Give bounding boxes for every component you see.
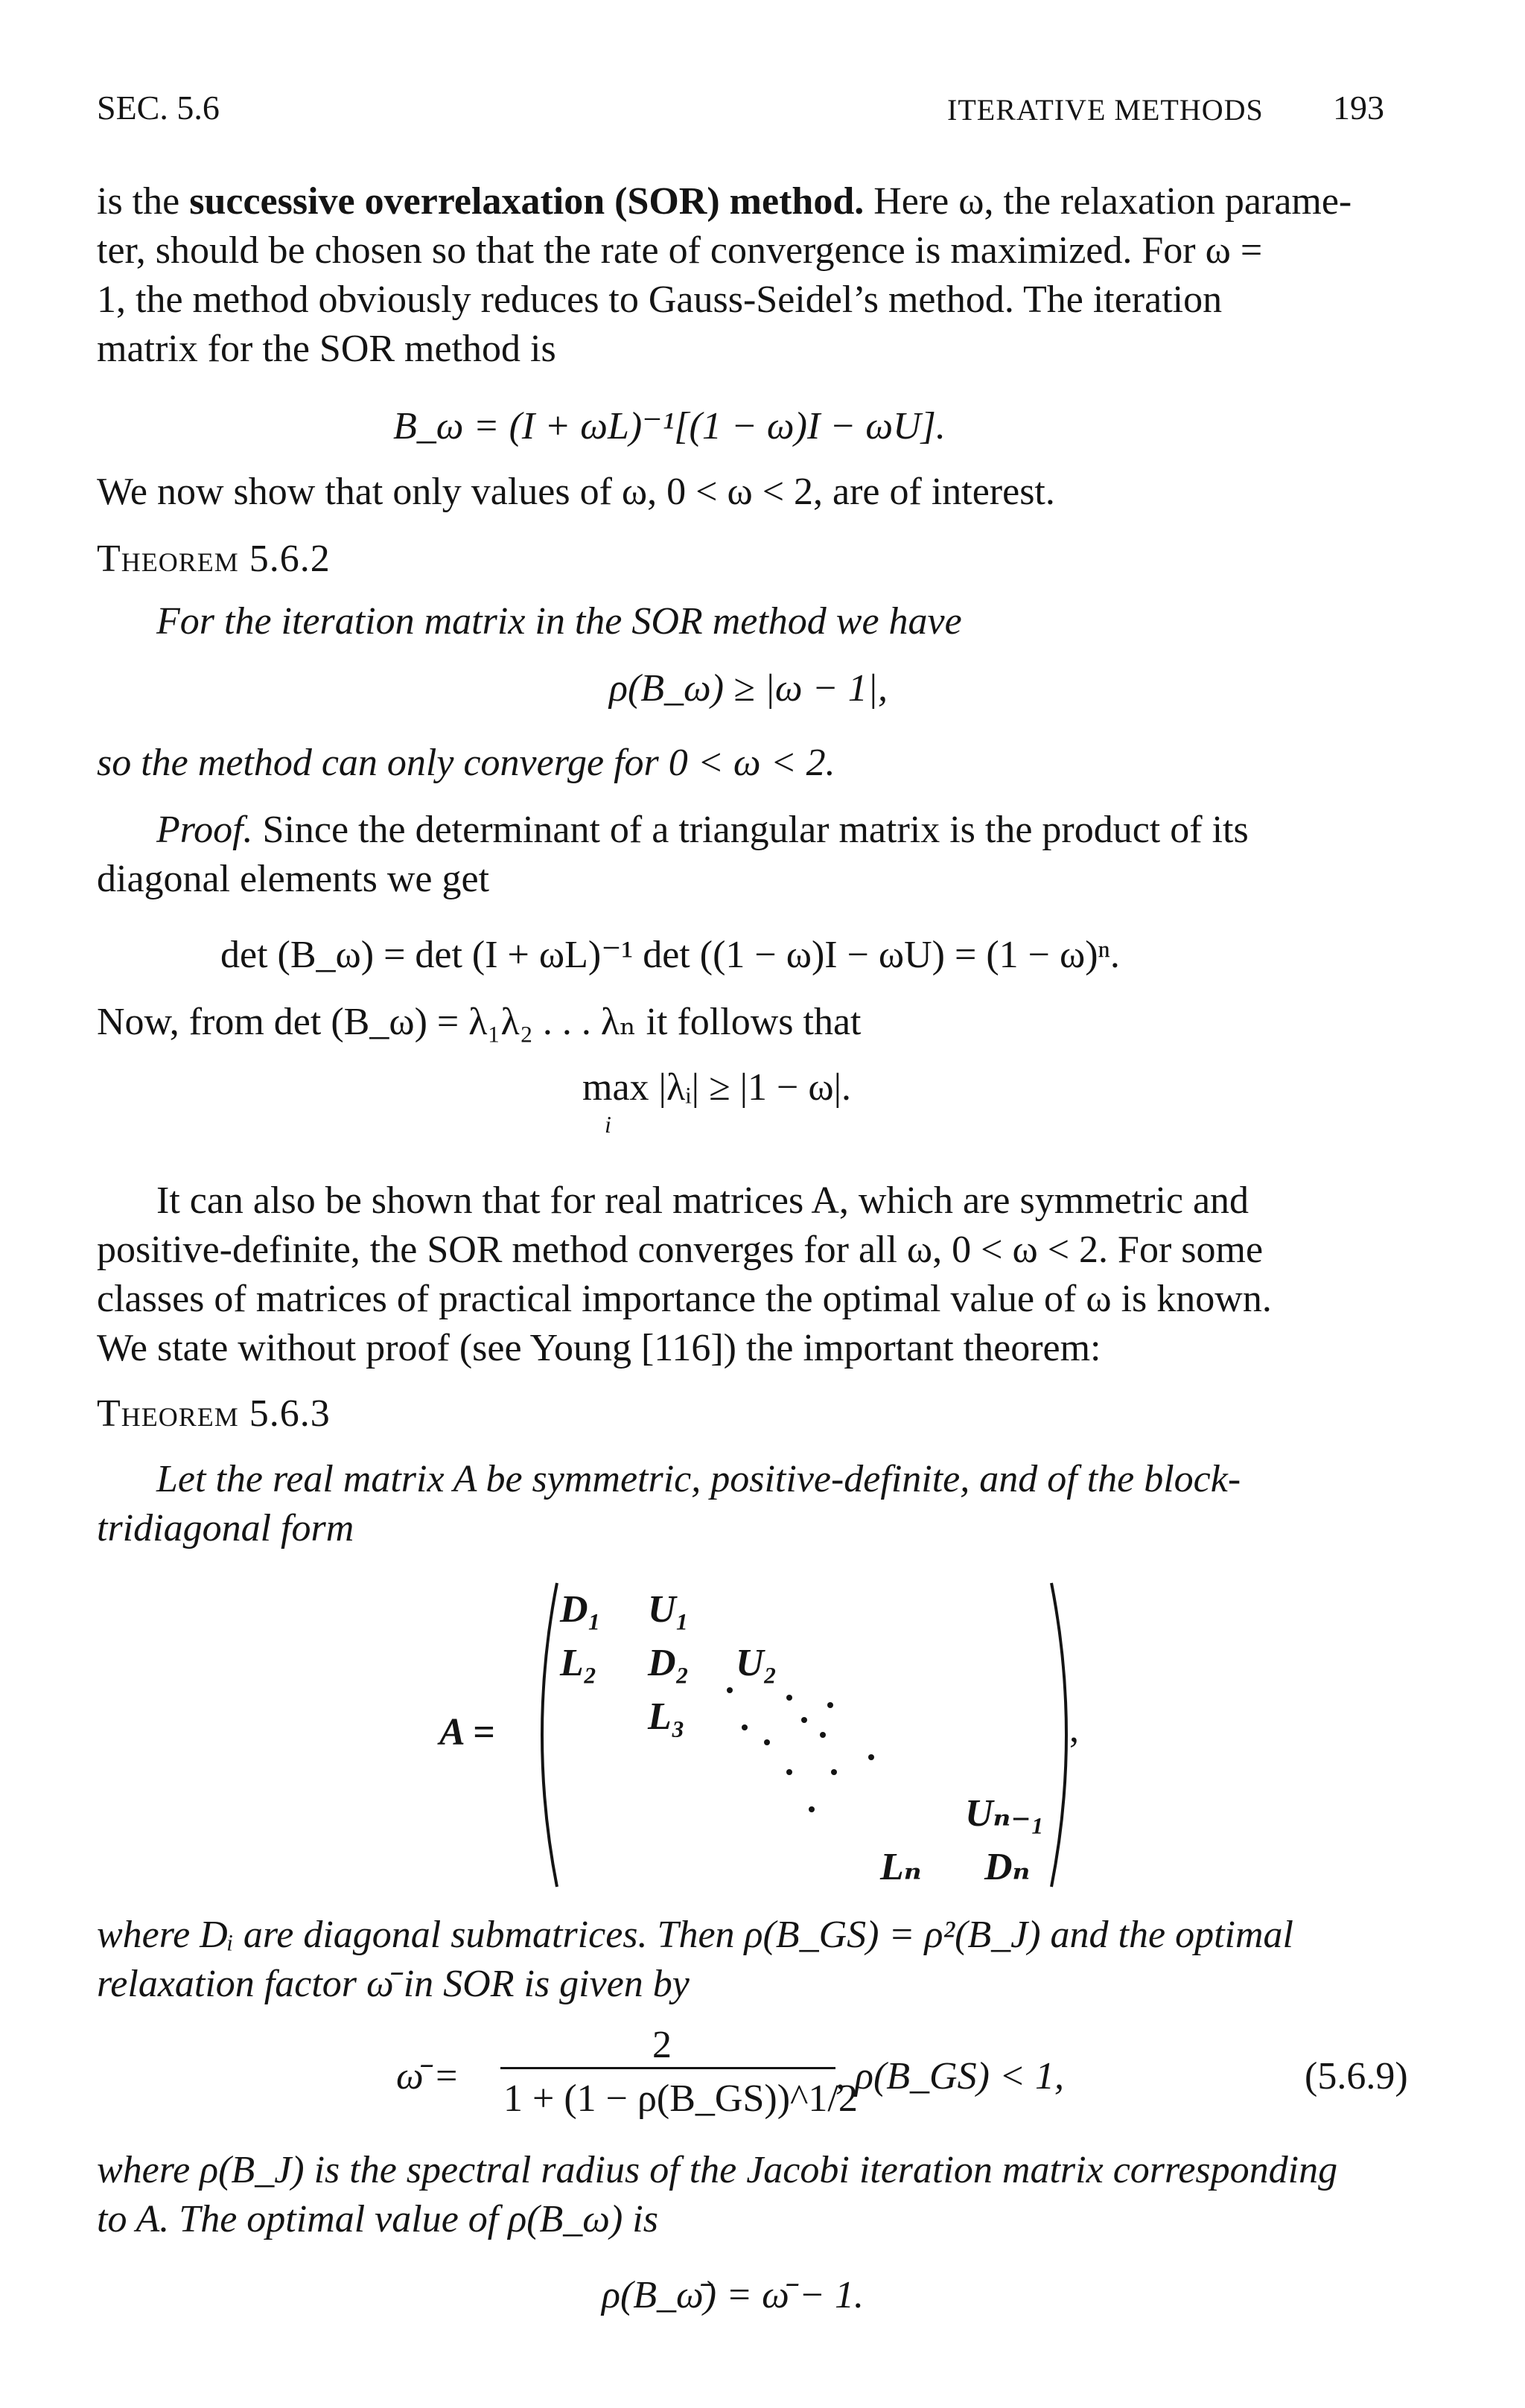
- proof-label: Proof.: [156, 809, 253, 851]
- para3-line3: classes of matrices of practical importance the optimal value of ω is known.: [97, 1278, 1272, 1320]
- para3-line2: positive-definite, the SOR method converges for all ω, 0 < ω < 2. For some: [97, 1229, 1264, 1271]
- proof-line2: diagonal elements we get: [97, 858, 490, 900]
- para1-prefix: is the: [97, 180, 190, 223]
- matrix-entry-d1: D₁: [560, 1588, 602, 1631]
- matrix-trailing-comma: ,: [1069, 1708, 1079, 1751]
- theorem-5-6-2-label: Theorem 5.6.2: [97, 538, 331, 580]
- theorem-5-6-3-line2: tridiagonal form: [97, 1507, 354, 1549]
- optimal-omega-denominator: 1 + (1 − ρ(B_GS))^1/2: [503, 2077, 858, 2120]
- optimal-omega-fraction-bar: [500, 2067, 835, 2069]
- matrix-entry-u2: U₂: [736, 1642, 777, 1684]
- para1-line1-rest: Here ω, the relaxation parame-: [864, 180, 1352, 223]
- optimal-omega-numerator: 2: [652, 2024, 672, 2066]
- page-number: 193: [1333, 89, 1384, 127]
- matrix-entry-u1: U₁: [648, 1588, 690, 1631]
- para1-line1: [97, 177, 1352, 226]
- matrix-entry-dn: Dₙ: [984, 1846, 1031, 1888]
- theorem-5-6-3-line1: Let the real matrix A be symmetric, positive-definite, and of the block-: [156, 1458, 1241, 1500]
- equation-max-eigenvalue: max |λᵢ| ≥ |1 − ω|.: [582, 1066, 851, 1109]
- matrix-ellipsis-dots: [700, 1683, 953, 1832]
- theorem-5-6-3-after-line2: relaxation factor ω̄ in SOR is given by: [97, 1963, 690, 2005]
- matrix-entry-l3: L₃: [648, 1695, 685, 1738]
- para1-line3: 1, the method obviously reduces to Gauss-Seidel’s method. The iteration: [97, 278, 1223, 321]
- jacobi-line1: where ρ(B_J) is the spectral radius of the Jacobi iteration matrix corresponding: [97, 2149, 1338, 2191]
- matrix-entry-l2: L₂: [560, 1642, 597, 1684]
- para3-line1: It can also be shown that for real matrices A, which are symmetric and: [156, 1179, 1249, 1222]
- running-title: ITERATIVE METHODS: [947, 93, 1264, 127]
- optimal-omega-lhs: ω̄ =: [396, 2055, 459, 2098]
- max-subscript: i: [605, 1111, 611, 1138]
- matrix-entry-d2: D₂: [648, 1642, 690, 1684]
- theorem-5-6-2-conclusion: so the method can only converge for 0 < ω < 2.: [97, 742, 835, 784]
- matrix-entry-ln: Lₙ: [880, 1846, 922, 1888]
- equation-sor-iteration-matrix: B_ω = (I + ωL)⁻¹[(1 − ω)I − ωU].: [393, 405, 946, 447]
- theorem-5-6-2-statement: For the iteration matrix in the SOR method we have: [156, 600, 962, 643]
- optimal-omega-condition: , ρ(B_GS) < 1,: [835, 2055, 1064, 2098]
- proof-line1: [156, 806, 1249, 855]
- equation-number-5-6-9: (5.6.9): [1305, 2055, 1408, 2098]
- matrix-entry-un1: Uₙ₋₁: [965, 1792, 1045, 1835]
- matrix-right-paren: [1042, 1579, 1087, 1891]
- para1-line2: ter, should be chosen so that the rate of convergence is maximized. For ω =: [97, 229, 1263, 272]
- matrix-left-paren: [521, 1579, 566, 1891]
- para3-line4: We state without proof (see Young [116]) the important theorem:: [97, 1327, 1101, 1369]
- theorem-5-6-3-after-line1: where Dᵢ are diagonal submatrices. Then ρ(B_GS) = ρ²(B_J) and the optimal: [97, 1914, 1293, 1956]
- proof-line3: Now, from det (B_ω) = λ₁λ₂ . . . λₙ it follows that: [97, 1001, 862, 1043]
- equation-optimal-spectral-radius: ρ(B_ω̄) = ω̄ − 1.: [602, 2274, 864, 2316]
- theorem-5-6-3-label: Theorem 5.6.3: [97, 1392, 331, 1435]
- spectral-radius-inequality: ρ(B_ω) ≥ |ω − 1|,: [609, 667, 888, 710]
- matrix-lhs: A =: [439, 1711, 495, 1754]
- para2: We now show that only values of ω, 0 < ω < 2, are of interest.: [97, 471, 1055, 513]
- section-label: SEC. 5.6: [97, 89, 220, 127]
- jacobi-line2: to A. The optimal value of ρ(B_ω) is: [97, 2198, 658, 2240]
- proof-line1-text: Since the determinant of a triangular matrix is the product of its: [252, 809, 1249, 851]
- para1-line4: matrix for the SOR method is: [97, 328, 556, 370]
- equation-determinant: det (B_ω) = det (I + ωL)⁻¹ det ((1 − ω)I − ωU) = (1 − ω)ⁿ.: [220, 934, 1120, 976]
- sor-method-term: successive overrelaxation (SOR) method.: [189, 180, 865, 223]
